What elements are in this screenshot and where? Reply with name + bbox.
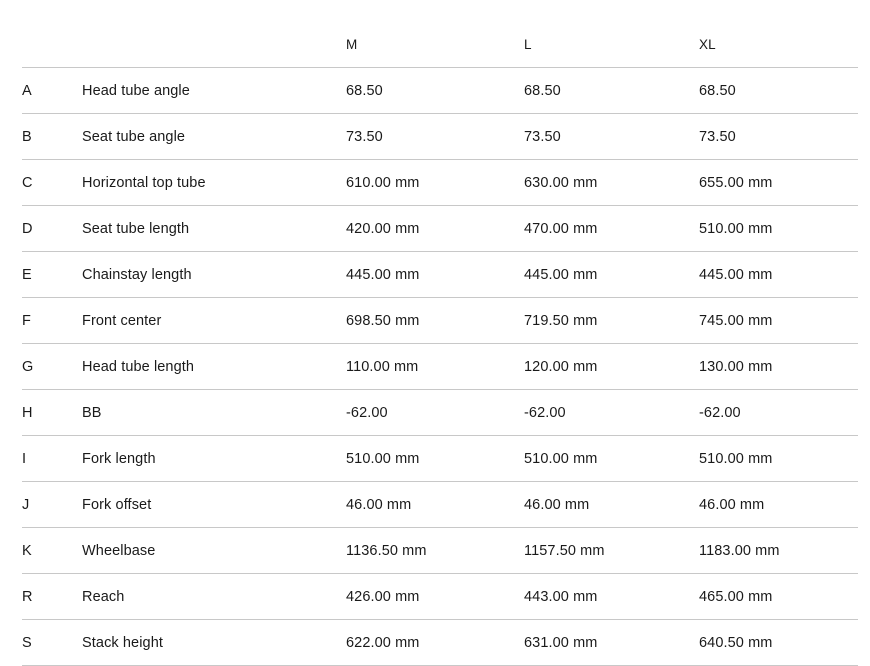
table-row xyxy=(22,528,858,574)
table-row xyxy=(22,620,858,666)
table-row xyxy=(22,252,858,298)
row-letter: C xyxy=(22,174,33,191)
row-value-m: 510.00 mm xyxy=(346,450,420,467)
row-measurement-name: Fork length xyxy=(82,450,156,467)
header-size-l: L xyxy=(524,37,532,52)
row-value-m: -62.00 xyxy=(346,404,388,421)
row-value-m: 46.00 mm xyxy=(346,496,412,513)
table-header-row xyxy=(22,22,858,68)
row-value-l: 719.50 mm xyxy=(524,312,598,329)
table-body xyxy=(22,68,858,666)
row-letter: H xyxy=(22,404,33,421)
table-row xyxy=(22,574,858,620)
table-row xyxy=(22,160,858,206)
row-value-xl: 510.00 mm xyxy=(699,450,773,467)
table-row xyxy=(22,114,858,160)
row-letter: R xyxy=(22,588,33,605)
row-measurement-name: Seat tube angle xyxy=(82,128,186,145)
table-row xyxy=(22,390,858,436)
row-value-l: 73.50 xyxy=(524,128,561,145)
row-value-xl: -62.00 xyxy=(699,404,741,421)
row-value-l: 631.00 mm xyxy=(524,634,598,651)
row-measurement-name: Reach xyxy=(82,588,125,605)
row-value-l: 120.00 mm xyxy=(524,358,598,375)
table-row xyxy=(22,68,858,114)
header-size-xl: XL xyxy=(699,37,716,52)
row-value-xl: 73.50 xyxy=(699,128,736,145)
row-measurement-name: Head tube angle xyxy=(82,82,190,99)
geometry-table xyxy=(22,22,858,666)
row-value-l: 470.00 mm xyxy=(524,220,598,237)
row-value-m: 110.00 mm xyxy=(346,358,419,375)
row-value-m: 445.00 mm xyxy=(346,266,420,283)
row-letter: S xyxy=(22,634,32,651)
row-measurement-name: Horizontal top tube xyxy=(82,174,206,191)
table-row xyxy=(22,344,858,390)
row-value-m: 426.00 mm xyxy=(346,588,420,605)
table-row xyxy=(22,298,858,344)
row-value-xl: 46.00 mm xyxy=(699,496,765,513)
row-value-l: 630.00 mm xyxy=(524,174,598,191)
row-value-xl: 445.00 mm xyxy=(699,266,773,283)
row-letter: B xyxy=(22,128,32,145)
row-value-l: 445.00 mm xyxy=(524,266,598,283)
row-value-l: 510.00 mm xyxy=(524,450,598,467)
row-value-m: 68.50 xyxy=(346,82,383,99)
row-value-l: -62.00 xyxy=(524,404,566,421)
row-letter: E xyxy=(22,266,32,283)
row-value-m: 698.50 mm xyxy=(346,312,420,329)
row-measurement-name: Front center xyxy=(82,312,162,329)
row-measurement-name: BB xyxy=(82,404,102,421)
row-letter: A xyxy=(22,82,32,99)
row-measurement-name: Head tube length xyxy=(82,358,195,375)
row-measurement-name: Wheelbase xyxy=(82,542,156,559)
table-row xyxy=(22,482,858,528)
row-value-xl: 510.00 mm xyxy=(699,220,773,237)
row-value-m: 420.00 mm xyxy=(346,220,420,237)
row-value-xl: 465.00 mm xyxy=(699,588,773,605)
row-value-xl: 130.00 mm xyxy=(699,358,773,375)
row-value-m: 1136.50 mm xyxy=(346,542,427,559)
row-letter: K xyxy=(22,542,32,559)
row-value-xl: 68.50 xyxy=(699,82,736,99)
row-value-l: 46.00 mm xyxy=(524,496,590,513)
row-value-xl: 655.00 mm xyxy=(699,174,773,191)
row-value-xl: 745.00 mm xyxy=(699,312,773,329)
row-measurement-name: Seat tube length xyxy=(82,220,190,237)
row-value-l: 443.00 mm xyxy=(524,588,598,605)
row-letter: J xyxy=(22,496,30,513)
row-letter: F xyxy=(22,312,31,329)
row-value-xl: 1183.00 mm xyxy=(699,542,780,559)
table-row xyxy=(22,206,858,252)
row-measurement-name: Chainstay length xyxy=(82,266,192,283)
row-measurement-name: Stack height xyxy=(82,634,163,651)
row-letter: D xyxy=(22,220,33,237)
row-value-l: 68.50 xyxy=(524,82,561,99)
row-value-l: 1157.50 mm xyxy=(524,542,605,559)
row-value-m: 73.50 xyxy=(346,128,383,145)
row-value-m: 610.00 mm xyxy=(346,174,420,191)
row-letter: I xyxy=(22,450,27,467)
header-size-m: M xyxy=(346,37,358,52)
row-value-xl: 640.50 mm xyxy=(699,634,773,651)
row-measurement-name: Fork offset xyxy=(82,496,152,513)
table-row xyxy=(22,436,858,482)
row-value-m: 622.00 mm xyxy=(346,634,420,651)
row-letter: G xyxy=(22,358,34,375)
